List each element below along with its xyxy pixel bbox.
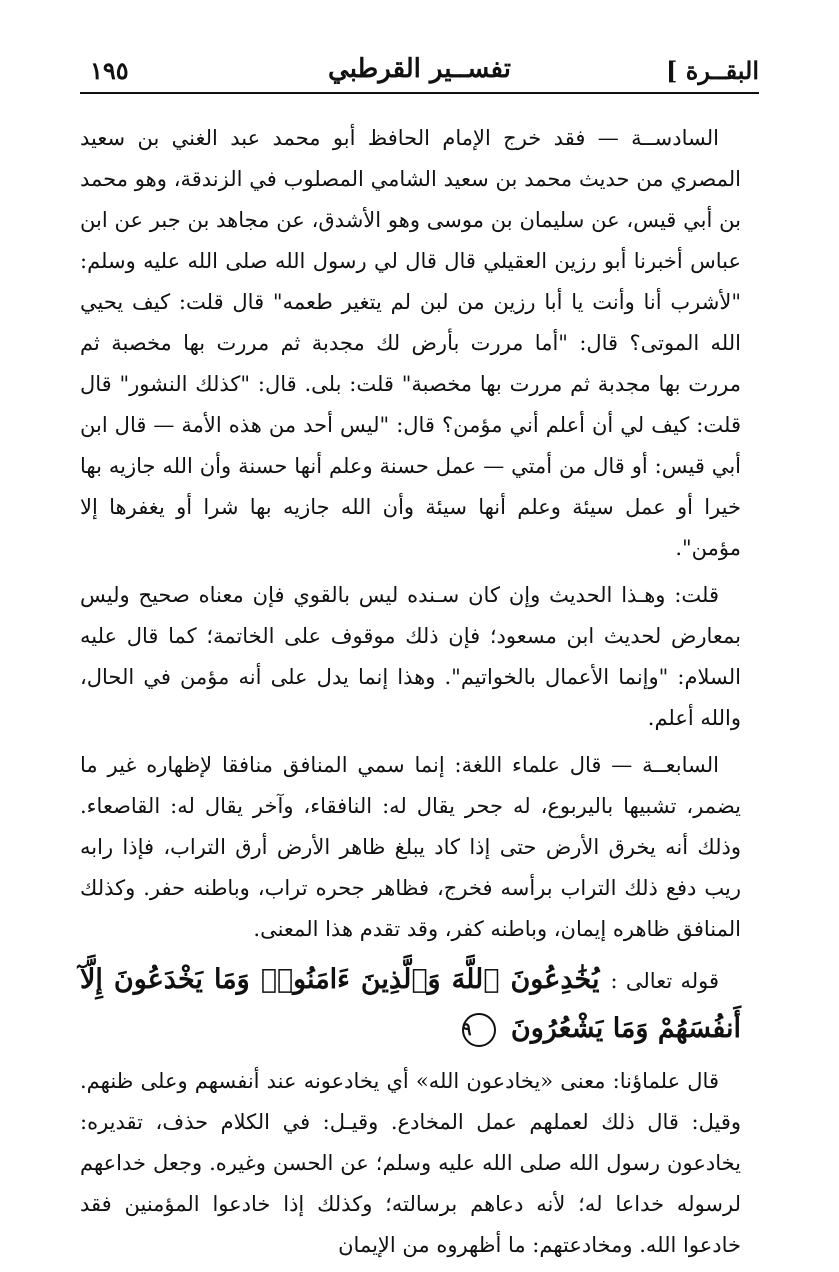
paragraph-scholars: قال علماؤنا: معنى «يخادعون الله» أي يخادعونه عند أنفسهم وعلى ظنهم. وقيل: قال ذلك لعملهم عمل المخادع. وقيـل: في الكلام حذف، تقديره: يخادعون رسول الله صلى الله عليه وسلم؛ عن الحسن وغيره. وجعل خداعهم لرسوله خداعا له؛ لأنه دعاهم برسالته؛ وكذلك إذا خادعوا المؤمنين فقد خادعوا الله. ومخادعتهم: ما أظهروه من الإيمان bbox=[80, 1069, 741, 1257]
paragraph-seventh: السابعــة — قال علماء اللغة: إنما سمي المنافق منافقا لإظهاره غير ما يضمر، تشبيها باليربوع، له جحر يقال له: النافقاء، وآخر يقال له: القاصعاء. وذلك أنه يخرق الأرض حتى إذا كاد يبلغ ظاهر الأرض أرق التراب، فإذا رابه ريب دفع ذلك التراب برأسه فخرج، فظاهر جحره تراب، وباطنه حفر. وكذلك المنافق ظاهره إيمان، وباطنه كفر، وقد تقدم هذا المعنى. bbox=[80, 753, 741, 941]
ayah-number-mark: ٩ bbox=[462, 1013, 496, 1047]
page-header bbox=[80, 52, 759, 94]
book-title: تفســير القرطبي bbox=[328, 54, 511, 84]
surah-name: البقــرة ] bbox=[666, 56, 759, 85]
paragraph-sixth: السادســة — فقد خرج الإمام الحافظ أبو محمد عبد الغني بن سعيد المصري من حديث محمد بن سعيد الشامي المصلوب في الزندقة، وهو محمد بن أبي قيس، عن سليمان بن موسى وهو الأشدق، عن مجاهد بن جبر عن ابن عباس أخبرنا أبو رزين العقيلي قال قال لي رسول الله صلى الله عليه وسلم: "لأشرب أنا وأنت يا أبا رزين من لبن لم يتغير طعمه" قال قلت: كيف يحيي الله الموتى؟ قال: "أما مررت بأرض لك مجدبة ثم مررت بها مخصبة ثم مررت بها مجدبة ثم مررت بها مخصبة" قلت: بلى. قال: "كذلك النشور" قال قلت: كيف لي أن أعلم أني مؤمن؟ قال: "ليس أحد من هذه الأمة — قال ابن أبي قيس: أو قال من أمتي — عمل حسنة وعلم أنها حسنة وأن الله جازيه بها خيرا أو عمل سيئة وعلم أنها سيئة وأن الله جازيه بها شرا أو يغفرها إلا مؤمن". bbox=[80, 126, 741, 560]
paragraph-commentary: قلت: وهـذا الحديث وإن كان سـنده ليس بالقوي فإن معناه صحيح وليس بمعارض لحديث ابن مسعود؛ فإن ذلك موقوف على الخاتمة؛ كما قال عليه السلام: "وإنما الأعمال بالخواتيم". وهذا إنما يدل على أنه مؤمن في الحال، والله أعلم. bbox=[80, 583, 741, 730]
page-number: ١٩٥ bbox=[90, 56, 129, 85]
verse-text: يُخَٰدِعُونَ ٱللَّهَ وَٱلَّذِينَ ءَامَنُوا۟ وَمَا يَخْدَعُونَ إِلَّآ أَنفُسَهُمْ وَمَا يَشْعُرُونَ bbox=[80, 964, 741, 1044]
verse-lead: قوله تعالى : bbox=[610, 969, 720, 993]
quran-verse bbox=[80, 956, 741, 1053]
page-body bbox=[80, 118, 741, 1272]
